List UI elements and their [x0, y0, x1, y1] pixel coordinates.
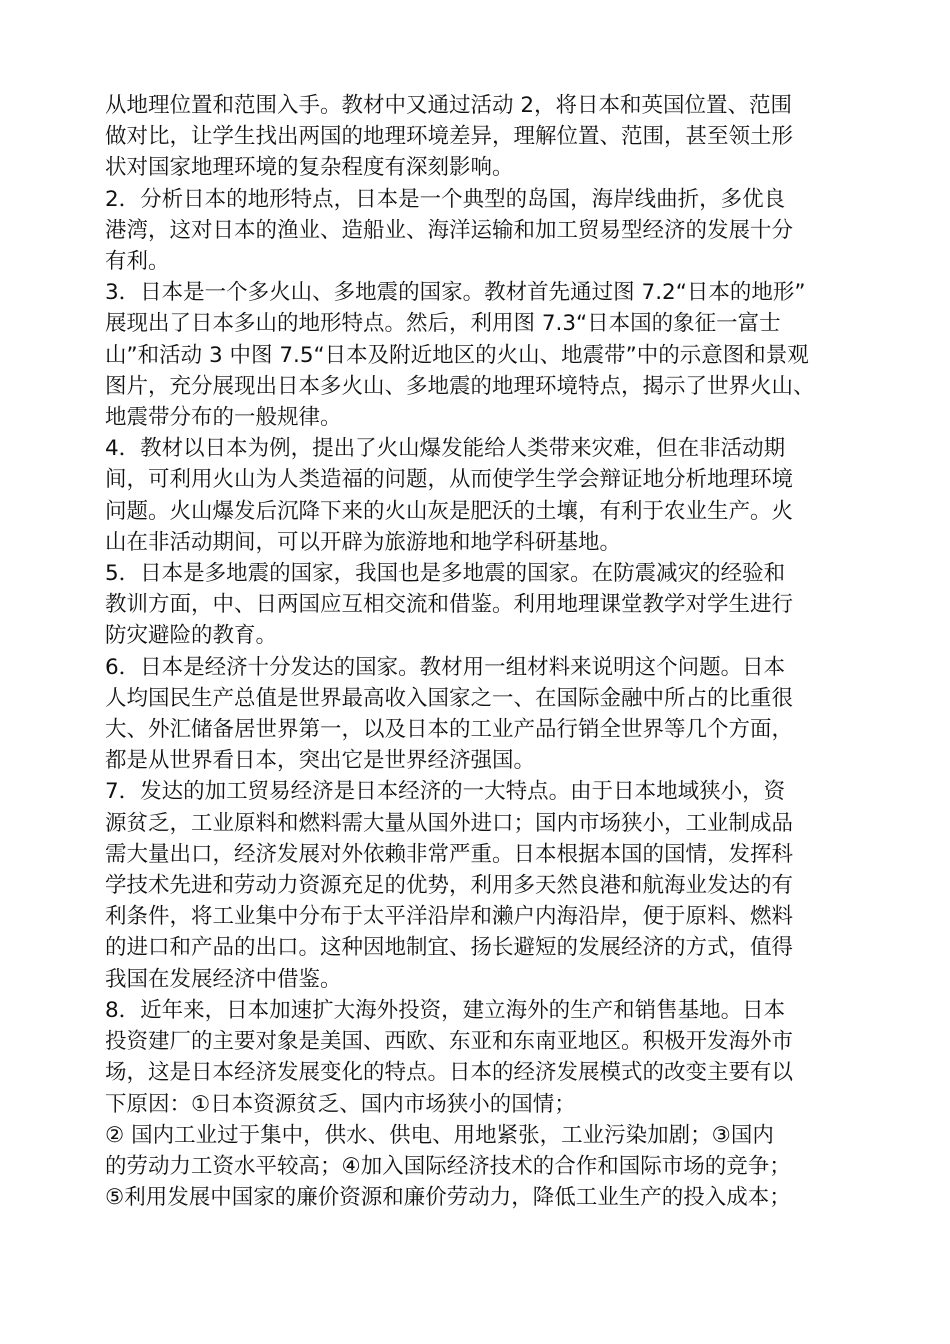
- paragraph-point-4: [105, 433, 865, 558]
- text-line: 大、外汇储备居世界第一，以及日本的工业产品行销全世界等几个方面，: [105, 717, 794, 743]
- text-line: 6．日本是经济十分发达的国家。教材用一组材料来说明这个问题。日本: [105, 654, 786, 680]
- text-line: 展现出了日本多山的地形特点。然后，利用图 7.3“日本国的象征一富士: [105, 311, 781, 337]
- paragraph-point-7: [105, 776, 865, 994]
- text-line: ⑤利用发展中国家的廉价资源和廉价劳动力，降低工业生产的投入成本；: [105, 1185, 791, 1211]
- paragraph-reasons-list: [105, 1120, 865, 1214]
- text-line: 状对国家地理环境的复杂程度有深刻影响。: [105, 155, 514, 181]
- text-line: 地震带分布的一般规律。: [105, 405, 342, 431]
- text-line: 的劳动力工资水平较高；④加入国际经济技术的合作和国际市场的竞争；: [105, 1153, 791, 1179]
- text-line: 我国在发展经济中借鉴。: [105, 966, 342, 992]
- text-line: 山在非活动期间，可以开辟为旅游地和地学科研基地。: [105, 529, 622, 555]
- text-line: 有利。: [105, 249, 170, 275]
- paragraph-point-3: [105, 277, 865, 433]
- text-line: 场，这是日本经济发展变化的特点。日本的经济发展模式的改变主要有以: [105, 1060, 794, 1086]
- text-line: 投资建厂的主要对象是美国、西欧、东亚和东南亚地区。积极开发海外市: [105, 1029, 794, 1055]
- text-line: 4．教材以日本为例，提出了火山爆发能给人类带来灾难，但在非活动期: [105, 436, 786, 462]
- text-line: 3．日本是一个多火山、多地震的国家。教材首先通过图 7.2“日本的地形”: [105, 280, 806, 306]
- paragraph-point-2: [105, 184, 865, 278]
- text-line: 山”和活动 3 中图 7.5“日本及附近地区的火山、地震带”中的示意图和景观: [105, 342, 809, 368]
- paragraph-intro-continued: [105, 90, 865, 184]
- text-line: 8．近年来，日本加速扩大海外投资，建立海外的生产和销售基地。日本: [105, 997, 786, 1023]
- text-line: 教训方面，中、日两国应互相交流和借鉴。利用地理课堂教学对学生进行: [105, 592, 794, 618]
- text-line: 利条件，将工业集中分布于太平洋沿岸和濑户内海沿岸，便于原料、燃料: [105, 904, 794, 930]
- text-line: 下原因：①日本资源贫乏、国内市场狭小的国情；: [105, 1091, 576, 1117]
- paragraph-point-6: [105, 652, 865, 777]
- text-line: 问题。火山爆发后沉降下来的火山灰是肥沃的土壤，有利于农业生产。火: [105, 498, 794, 524]
- text-line: 5．日本是多地震的国家，我国也是多地震的国家。在防震减灾的经验和: [105, 561, 786, 587]
- text-line: 防灾避险的教育。: [105, 623, 278, 649]
- text-line: 学技术先进和劳动力资源充足的优势，利用多天然良港和航海业发达的有: [105, 873, 794, 899]
- text-line: 的进口和产品的出口。这种因地制宜、扬长避短的发展经济的方式，值得: [105, 935, 794, 961]
- text-line: 都是从世界看日本，突出它是世界经济强国。: [105, 748, 536, 774]
- text-line: 港湾，这对日本的渔业、造船业、海洋运输和加工贸易型经济的发展十分: [105, 217, 794, 243]
- text-line: 需大量出口，经济发展对外依赖非常严重。日本根据本国的国情，发挥科: [105, 841, 794, 867]
- document-page: [105, 90, 865, 1213]
- paragraph-point-5: [105, 558, 865, 652]
- text-line: 从地理位置和范围入手。教材中又通过活动 2，将日本和英国位置、范围: [105, 93, 793, 118]
- text-line: 源贫乏，工业原料和燃料需大量从国外进口；国内市场狭小，工业制成品: [105, 810, 794, 836]
- text-line: 间，可利用火山为人类造福的问题，从而使学生学会辩证地分析地理环境: [105, 467, 794, 493]
- text-line: 人均国民生产总值是世界最高收入国家之一、在国际金融中所占的比重很: [105, 685, 794, 711]
- text-line: 7．发达的加工贸易经济是日本经济的一大特点。由于日本地域狭小，资: [105, 779, 786, 805]
- text-line: 做对比，让学生找出两国的地理环境差异，理解位置、范围，甚至领土形: [105, 124, 794, 150]
- text-line: ② 国内工业过于集中，供水、供电、用地紧张，工业污染加剧；③国内: [105, 1122, 774, 1148]
- paragraph-point-8: [105, 995, 865, 1120]
- text-line: 图片，充分展现出日本多火山、多地震的地理环境特点，揭示了世界火山、: [105, 373, 815, 399]
- text-line: 2．分析日本的地形特点，日本是一个典型的岛国，海岸线曲折，多优良: [105, 186, 786, 212]
